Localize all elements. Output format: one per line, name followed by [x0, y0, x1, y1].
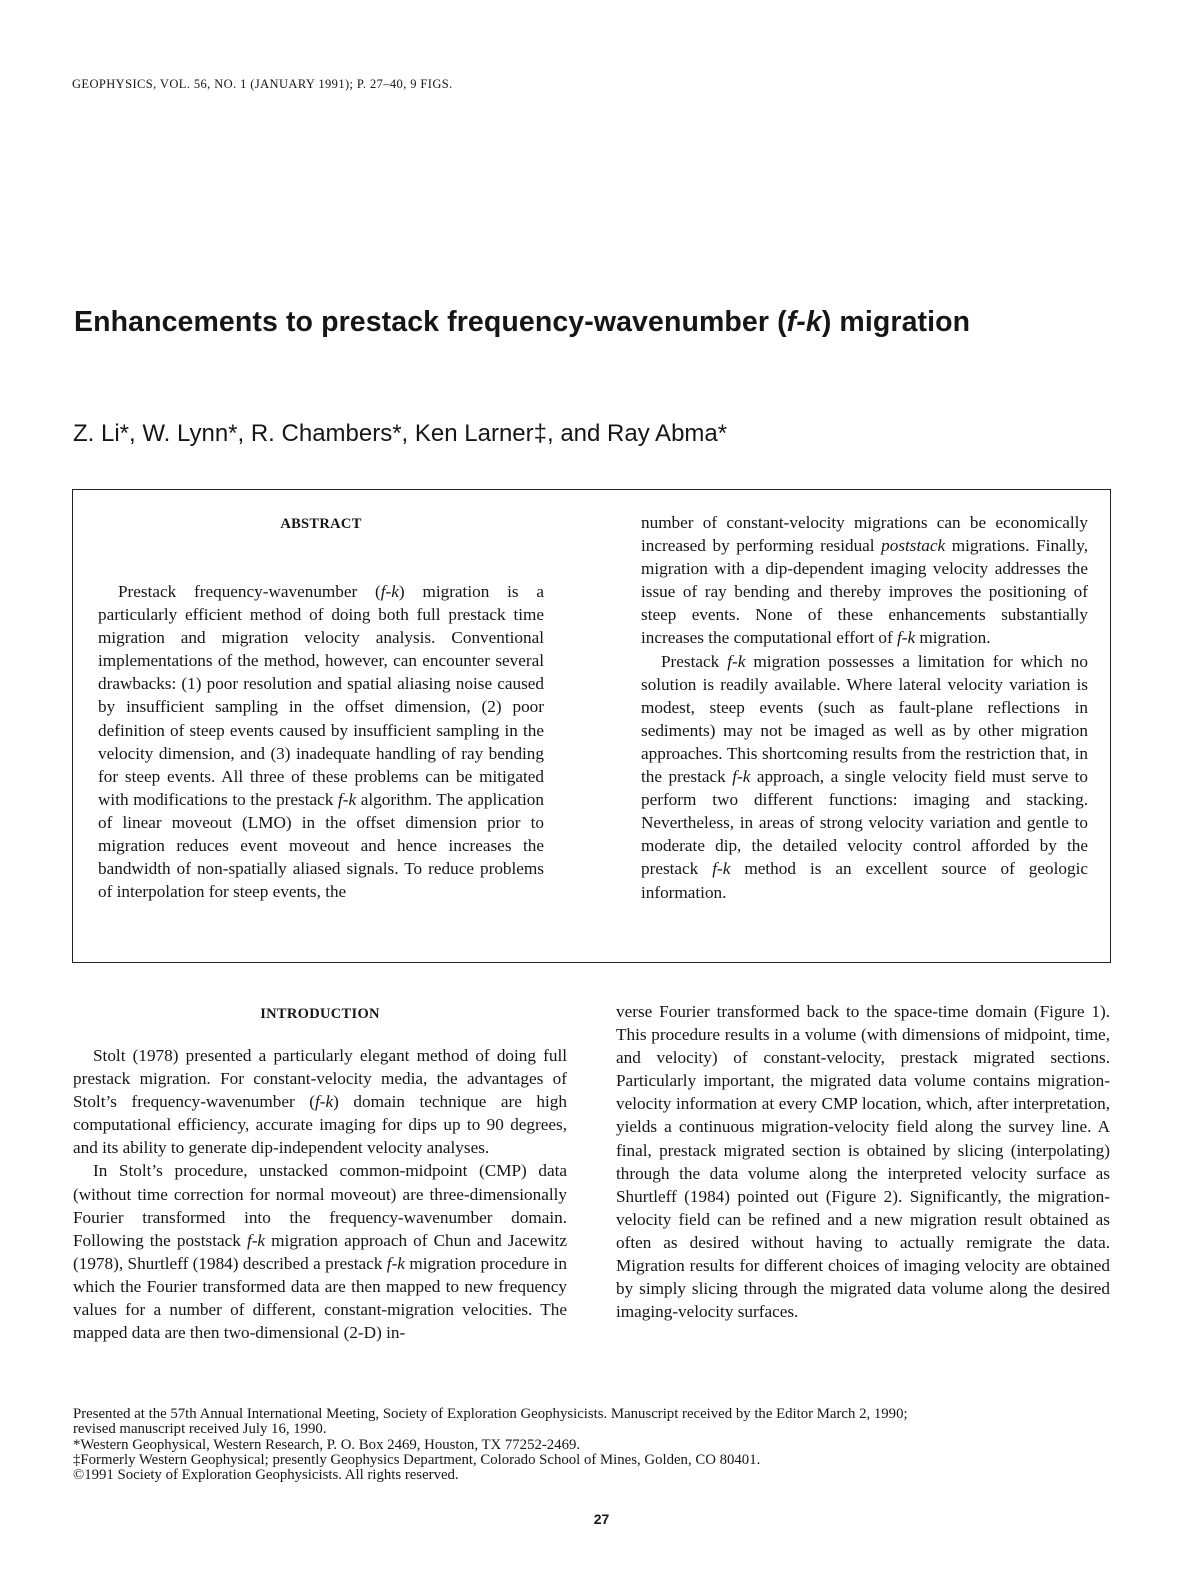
journal-citation: GEOPHYSICS, VOL. 56, NO. 1 (JANUARY 1991); P. 27–40, 9 FIGS.	[72, 77, 453, 91]
page-number: 27	[593, 1511, 610, 1527]
article-title: Enhancements to prestack frequency-wavenumber (f-k) migration	[74, 306, 971, 338]
abstract-right-column	[641, 511, 1088, 904]
abstract-heading: ABSTRACT	[280, 516, 362, 532]
body-paragraph: verse Fourier transformed back to the space-time domain (Figure 1). This procedure results in a volume (with dimensions of midpoint, time, and velocity) of constant-velocity, prestack migrated sections. Particularly important, the migrated data volume contains migration-velocity information at every CMP location, which, after interpretation, yields a continuous migration-velocity field along the survey line. A final, prestack migrated section is obtained by slicing (interpolating) through the data volume along the interpreted velocity surface as Shurtleff (1984) pointed out (Figure 2). Significantly, the migration-velocity field can be refined and a new migration result obtained as often as desired without having to actually remigrate the data. Migration results for different choices of imaging velocity are obtained by simply slicing through the migrated data volume along the desired imaging-velocity surfaces.	[616, 1002, 1110, 1322]
footnotes	[73, 1407, 1113, 1483]
body-paragraph: Stolt (1978) presented a particularly elegant method of doing full prestack migration. For constant-velocity media, the advantages of Stolt’s frequency-wavenumber (f-k) domain technique are high computational efficiency, accurate imaging for dips up to 90 degrees, and its ability to generate dip-independent velocity analyses.	[73, 1046, 567, 1158]
introduction-right-column	[616, 1000, 1110, 1323]
abstract-paragraph: Prestack frequency-wavenumber (f-k) migration is a particularly efficient method of doing both full prestack time migration and migration velocity analysis. Conventional implementations of the method, however, can encounter several drawbacks: (1) poor resolution and spatial aliasing noise caused by insufficient sampling in the offset dimension, (2) poor definition of steep events caused by insufficient sampling in the velocity dimension, and (3) inadequate handling of ray bending for steep events. All three of these problems can be mitigated with modifications to the prestack f-k algorithm. The application of linear moveout (LMO) in the offset dimension prior to migration reduces event moveout and hence increases the bandwidth of non-spatially aliased signals. To reduce problems of interpolation for steep events, the	[98, 582, 544, 902]
abstract-paragraph: Prestack f-k migration possesses a limitation for which no solution is readily available. Where lateral velocity variation is modest, steep events (such as fault-plane reflections in sediments) may not be imaged as well as by other migration approaches. This shortcoming results from the restriction that, in the prestack f-k approach, a single velocity field must serve to perform two different functions: imaging and stacking. Nevertheless, in areas of strong velocity variation and gentle to moderate dip, the detailed velocity control afforded by the prestack f-k method is an excellent source of geologic information.	[641, 651, 1088, 902]
footnote-copyright: ©1991 Society of Exploration Geophysicists. All rights reserved.	[73, 1467, 459, 1484]
footnote-revised: revised manuscript received July 16, 1990.	[73, 1421, 327, 1438]
abstract-left-column	[98, 580, 544, 903]
abstract-paragraph: number of constant-velocity migrations can be economically increased by performing residual poststack migrations. Finally, migration with a dip-dependent imaging velocity addresses the issue of ray bending and thereby improves the positioning of steep events. None of these enhancements substantially increases the computational effort of f-k migration.	[641, 513, 1088, 648]
introduction-left-column	[73, 1044, 567, 1344]
introduction-heading: INTRODUCTION	[260, 1006, 380, 1022]
author-list: Z. Li*, W. Lynn*, R. Chambers*, Ken Larner‡, and Ray Abma*	[73, 420, 728, 447]
footnote-affiliation: *Western Geophysical, Western Research, P. O. Box 2469, Houston, TX 77252-2469.	[73, 1436, 581, 1453]
footnote-affiliation: ‡Formerly Western Geophysical; presently Geophysics Department, Colorado School of Mines, Golden, CO 80401.	[73, 1451, 761, 1468]
body-paragraph: In Stolt’s procedure, unstacked common-midpoint (CMP) data (without time correction for normal moveout) are three-dimensionally Fourier transformed into the frequency-wavenumber domain. Following the poststack f-k migration approach of Chun and Jacewitz (1978), Shurtleff (1984) described a prestack f-k migration procedure in which the Fourier transformed data are then mapped to new frequency values for a number of different, constant-migration velocities. The mapped data are then two-dimensional (2-D) in-	[73, 1161, 568, 1343]
footnote-presented: Presented at the 57th Annual International Meeting, Society of Exploration Geophysicists. Manuscript received by the Editor March 2, 1990;	[73, 1406, 908, 1422]
